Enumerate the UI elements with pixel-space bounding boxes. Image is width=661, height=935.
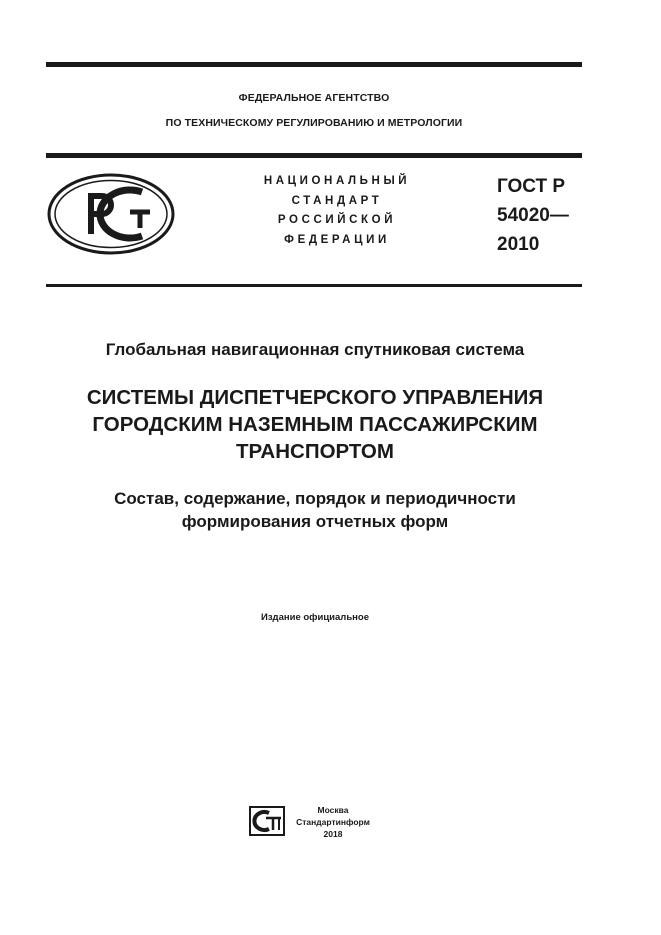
rst-certification-mark-icon xyxy=(46,172,176,256)
description-line: формирования отчетных форм xyxy=(181,512,449,531)
agency-name-line-1: ФЕДЕРАЛЬНОЕ АГЕНТСТВО xyxy=(238,92,390,104)
top-rule xyxy=(46,62,582,67)
publisher-name: Стандартинформ xyxy=(296,817,370,827)
title-line: СИСТЕМЫ ДИСПЕТЧЕРСКОГО УПРАВЛЕНИЯ xyxy=(86,386,544,409)
publication-year: 2018 xyxy=(323,829,343,839)
title-line: ТРАНСПОРТОМ xyxy=(236,440,394,463)
document-description xyxy=(30,487,600,533)
document-title xyxy=(30,384,600,465)
national-standard-caption xyxy=(232,172,442,250)
publisher-city: Москва xyxy=(317,805,349,815)
bottom-rule xyxy=(46,284,582,287)
middle-rule xyxy=(46,153,582,158)
gost-designation xyxy=(497,172,569,259)
title-line: ГОРОДСКИМ НАЗЕМНЫМ ПАССАЖИРСКИМ xyxy=(92,413,538,436)
description-line: Состав, содержание, порядок и периодичности xyxy=(114,489,516,508)
publisher-imprint xyxy=(292,804,374,840)
agency-name-line-2: ПО ТЕХНИЧЕСКОМУ РЕГУЛИРОВАНИЮ И МЕТРОЛОГИИ xyxy=(165,117,463,129)
national-line: СТАНДАРТ xyxy=(291,194,383,207)
gost-line: 2010 xyxy=(497,234,540,255)
national-line: ФЕДЕРАЦИИ xyxy=(284,233,390,246)
national-line: РОССИЙСКОЙ xyxy=(277,214,397,226)
edition-note: Издание официальное xyxy=(261,612,369,623)
document-subtitle: Глобальная навигационная спутниковая система xyxy=(105,340,525,359)
standartinform-logo-icon xyxy=(249,806,285,836)
gost-line: 54020— xyxy=(497,205,569,226)
national-line: НАЦИОНАЛЬНЫЙ xyxy=(263,175,411,187)
gost-line: ГОСТ Р xyxy=(497,176,566,197)
